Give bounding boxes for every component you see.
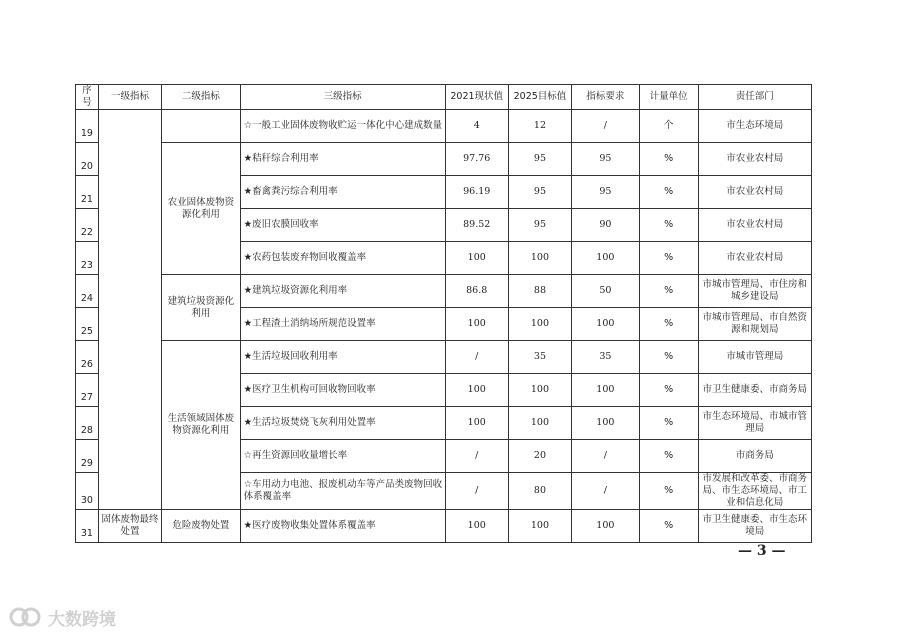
row-seq: 22: [76, 209, 99, 242]
department: 市发展和改革委、市商务局、市生态环境局、市工业和信息化局: [698, 473, 811, 510]
level3-indicator: ☆一般工业固体废物收贮运一体化中心建成数量: [240, 110, 445, 143]
requirement: 95: [572, 143, 640, 176]
watermark-text: 大数跨境: [48, 609, 116, 630]
indicator-table: [75, 84, 812, 543]
unit: %: [639, 341, 698, 374]
row-seq: 19: [76, 110, 99, 143]
department: 市卫生健康委、市生态环境局: [698, 510, 811, 543]
requirement: 100: [572, 308, 640, 341]
watermark-logo-icon: [8, 604, 42, 630]
level3-indicator: ★建筑垃圾资源化利用率: [240, 275, 445, 308]
requirement: 90: [572, 209, 640, 242]
requirement: 100: [572, 510, 640, 543]
requirement: 50: [572, 275, 640, 308]
value-2021: /: [445, 440, 508, 473]
level3-indicator: ★医疗废物收集处置体系覆盖率: [240, 510, 445, 543]
department: 市生态环境局: [698, 110, 811, 143]
level3-indicator: ★畜禽粪污综合利用率: [240, 176, 445, 209]
value-2021: 100: [445, 510, 508, 543]
target-2025: 95: [508, 209, 571, 242]
header-level2: 二级指标: [162, 85, 241, 110]
target-2025: 95: [508, 176, 571, 209]
requirement: 100: [572, 374, 640, 407]
value-2021: /: [445, 473, 508, 510]
unit: %: [639, 374, 698, 407]
department: 市农业农村局: [698, 242, 811, 275]
header-unit: 计量单位: [639, 85, 698, 110]
level1-cell-empty: [98, 110, 161, 510]
level3-indicator: ☆车用动力电池、报废机动车等产品类废物回收体系覆盖率: [240, 473, 445, 510]
table-row: [76, 341, 812, 374]
unit: %: [639, 473, 698, 510]
row-seq: 27: [76, 374, 99, 407]
table-row: [76, 110, 812, 143]
table-row: [76, 510, 812, 543]
unit: %: [639, 510, 698, 543]
target-2025: 100: [508, 407, 571, 440]
row-seq: 31: [76, 510, 99, 543]
unit: %: [639, 143, 698, 176]
target-2025: 100: [508, 242, 571, 275]
department: 市卫生健康委、市商务局: [698, 374, 811, 407]
header-level1: 一级指标: [98, 85, 161, 110]
row-seq: 30: [76, 473, 99, 510]
page-number: — 3 —: [738, 543, 786, 559]
row-seq: 26: [76, 341, 99, 374]
requirement: /: [572, 473, 640, 510]
value-2021: 97.76: [445, 143, 508, 176]
level1-final-disposal: 固体废物最终处置: [98, 510, 161, 543]
target-2025: 100: [508, 374, 571, 407]
value-2021: 100: [445, 374, 508, 407]
unit: %: [639, 440, 698, 473]
row-seq: 23: [76, 242, 99, 275]
target-2025: 100: [508, 308, 571, 341]
target-2025: 88: [508, 275, 571, 308]
department: 市农业农村局: [698, 143, 811, 176]
level2-hazardous: 危险废物处置: [162, 510, 241, 543]
requirement: 95: [572, 176, 640, 209]
table-row: [76, 143, 812, 176]
unit: %: [639, 308, 698, 341]
value-2021: 86.8: [445, 275, 508, 308]
target-2025: 20: [508, 440, 571, 473]
header-2025-target: 2025目标值: [508, 85, 571, 110]
level3-indicator: ★农药包装废弃物回收覆盖率: [240, 242, 445, 275]
level3-indicator: ★秸秆综合利用率: [240, 143, 445, 176]
target-2025: 100: [508, 510, 571, 543]
requirement: /: [572, 110, 640, 143]
value-2021: 100: [445, 242, 508, 275]
target-2025: 12: [508, 110, 571, 143]
table-row: [76, 275, 812, 308]
row-seq: 25: [76, 308, 99, 341]
level3-indicator: ★生活垃圾回收利用率: [240, 341, 445, 374]
watermark: [8, 604, 116, 630]
unit: 个: [639, 110, 698, 143]
unit: %: [639, 275, 698, 308]
target-2025: 35: [508, 341, 571, 374]
department: 市城市管理局、市住房和城乡建设局: [698, 275, 811, 308]
level3-indicator: ★生活垃圾焚烧飞灰利用处置率: [240, 407, 445, 440]
department: 市农业农村局: [698, 209, 811, 242]
value-2021: 96.19: [445, 176, 508, 209]
header-department: 责任部门: [698, 85, 811, 110]
value-2021: 4: [445, 110, 508, 143]
level2-living: 生活领域固体废物资源化利用: [162, 341, 241, 510]
value-2021: 89.52: [445, 209, 508, 242]
target-2025: 80: [508, 473, 571, 510]
requirement: 100: [572, 407, 640, 440]
header-row: [76, 85, 812, 110]
level3-indicator: ★医疗卫生机构可回收物回收率: [240, 374, 445, 407]
header-seq: 序号: [76, 85, 99, 110]
requirement: /: [572, 440, 640, 473]
row-seq: 20: [76, 143, 99, 176]
level3-indicator: ★工程渣土消纳场所规范设置率: [240, 308, 445, 341]
department: 市农业农村局: [698, 176, 811, 209]
department: 市商务局: [698, 440, 811, 473]
department: 市生态环境局、市城市管理局: [698, 407, 811, 440]
value-2021: 100: [445, 407, 508, 440]
header-2021-value: 2021现状值: [445, 85, 508, 110]
unit: %: [639, 209, 698, 242]
row-seq: 28: [76, 407, 99, 440]
header-requirement: 指标要求: [572, 85, 640, 110]
department: 市城市管理局、市自然资源和规划局: [698, 308, 811, 341]
header-level3: 三级指标: [240, 85, 445, 110]
requirement: 100: [572, 242, 640, 275]
target-2025: 95: [508, 143, 571, 176]
row-seq: 29: [76, 440, 99, 473]
value-2021: 100: [445, 308, 508, 341]
level2-construction: 建筑垃圾资源化利用: [162, 275, 241, 341]
unit: %: [639, 242, 698, 275]
row-seq: 21: [76, 176, 99, 209]
requirement: 35: [572, 341, 640, 374]
level2-agri: 农业固体废物资源化利用: [162, 143, 241, 275]
level2-cell-empty: [162, 110, 241, 143]
value-2021: /: [445, 341, 508, 374]
department: 市城市管理局: [698, 341, 811, 374]
level3-indicator: ★废旧农膜回收率: [240, 209, 445, 242]
row-seq: 24: [76, 275, 99, 308]
level3-indicator: ☆再生资源回收量增长率: [240, 440, 445, 473]
unit: %: [639, 407, 698, 440]
unit: %: [639, 176, 698, 209]
